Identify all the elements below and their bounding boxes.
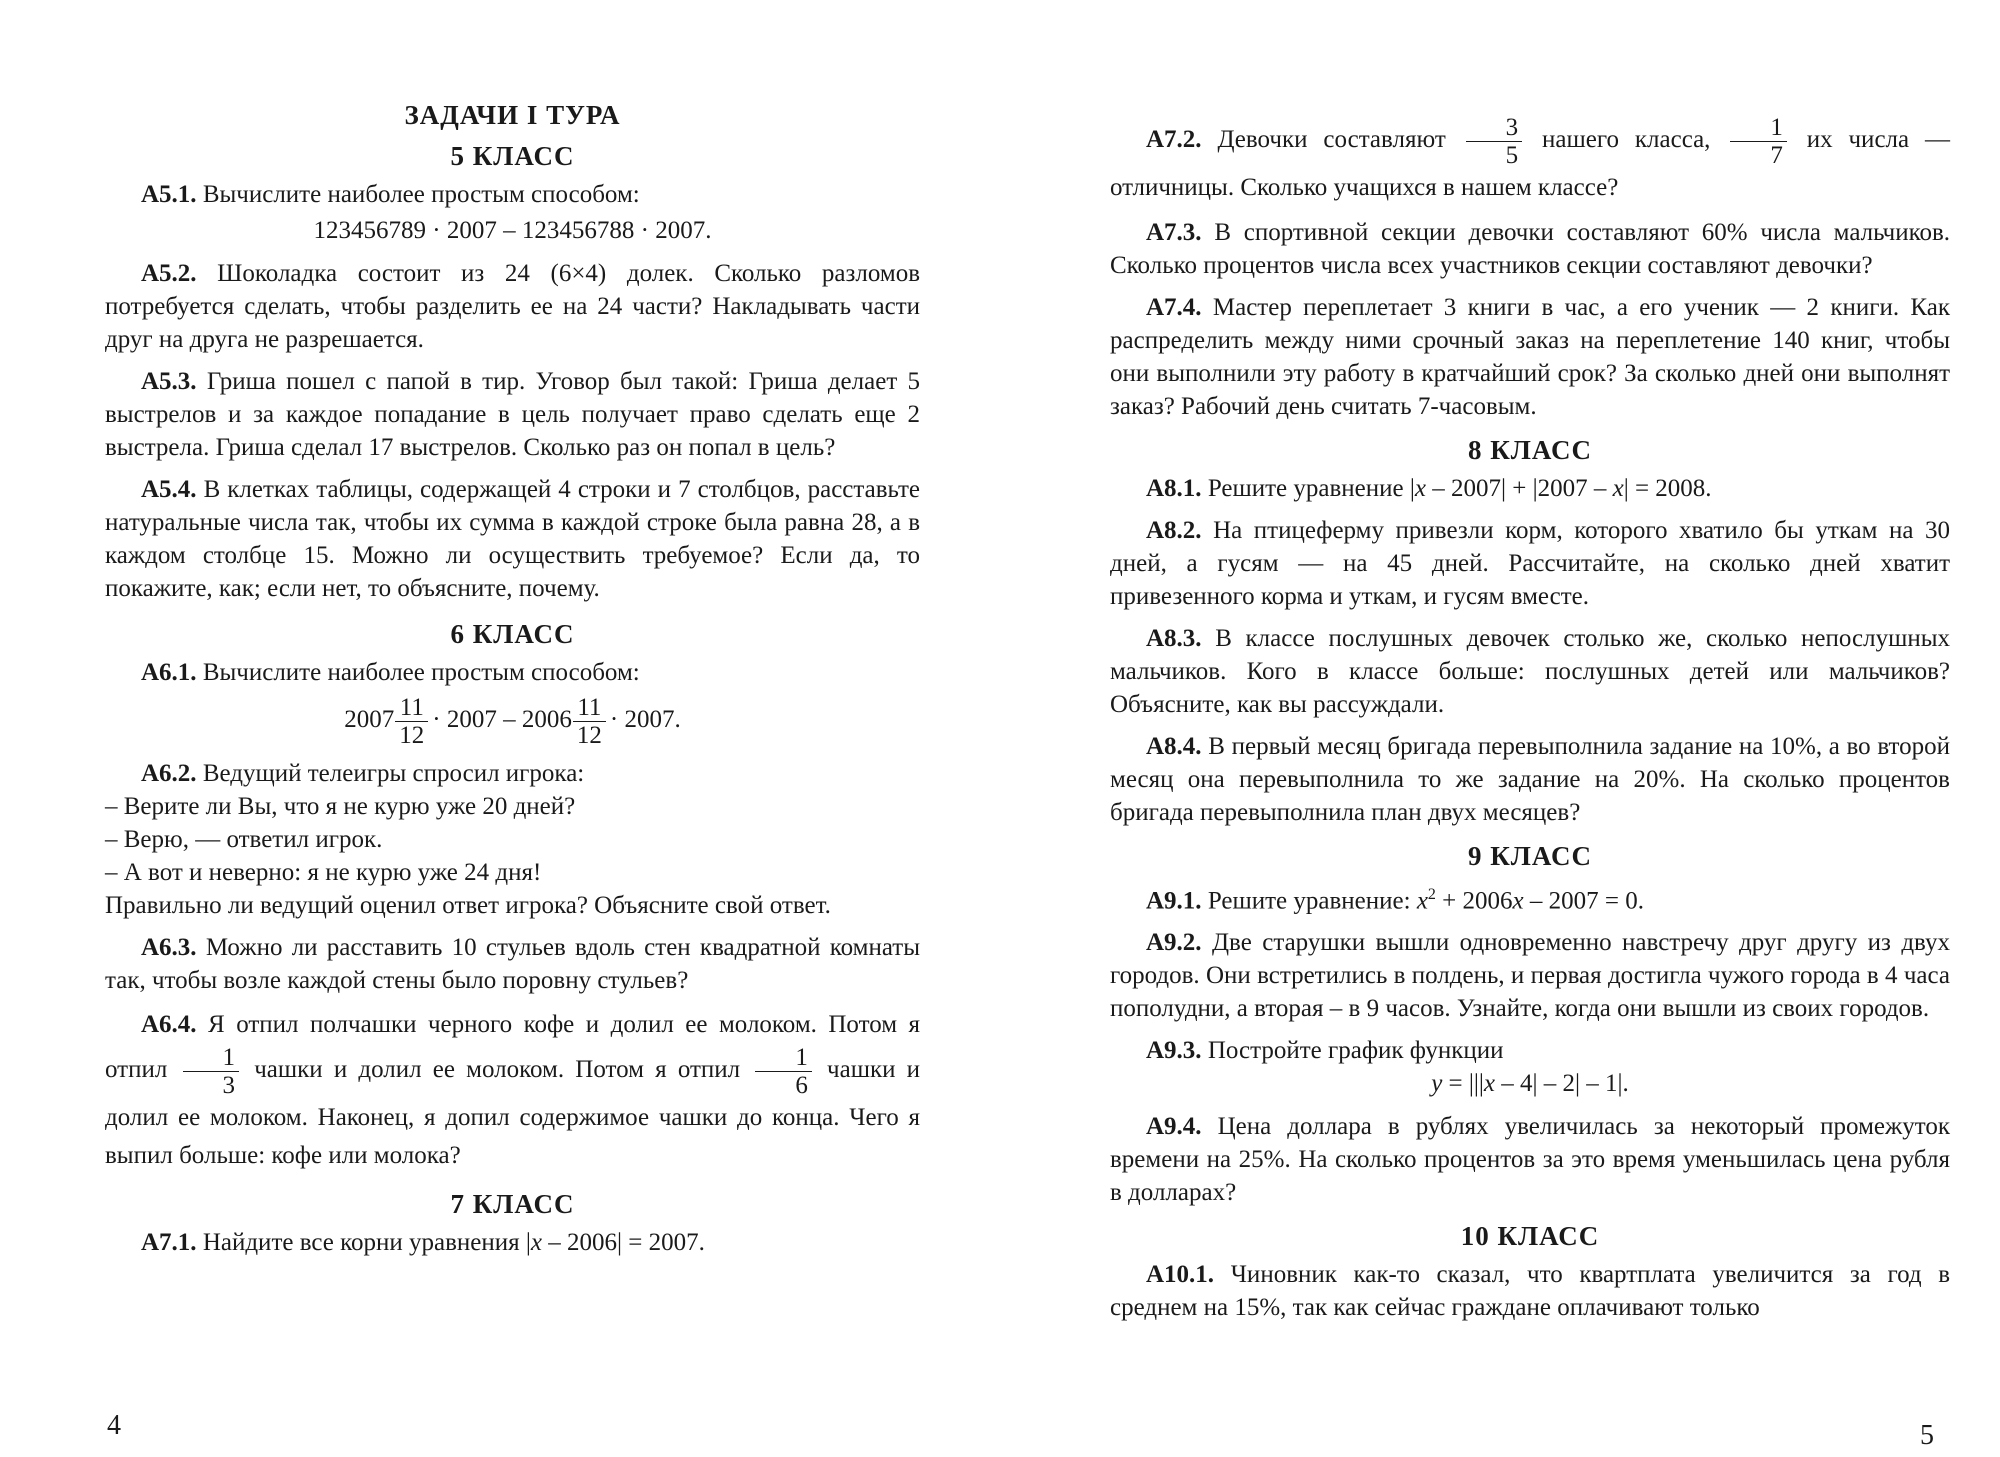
problem-text: – 2007| + |2007 – [1425, 475, 1613, 502]
page-number: 5 [1920, 1420, 1934, 1451]
dialog-line-1: – Верите ли Вы, что я не курю уже 20 дней? [105, 793, 576, 821]
problem-a8-4 [1110, 730, 1950, 829]
numerator: 11 [395, 694, 428, 722]
problem-text: – 2007 = 0. [1523, 887, 1644, 915]
denominator: 12 [399, 722, 425, 750]
problem-text: Решите уравнение | [1207, 475, 1415, 502]
grade-6-heading: 6 КЛАСС [450, 619, 575, 650]
problem-a9-1 [1110, 878, 1950, 917]
problem-text: Чиновник как-то сказал, что квартплата увеличится за год в среднем на 15%, так как сейчас граждане оплачивают только [1110, 1261, 1951, 1322]
page-number: 4 [107, 1410, 121, 1441]
problem-text: Ведущий телеигры спросил игрока: [202, 760, 585, 788]
variable: x [1414, 475, 1426, 502]
problem-number: А8.3. [1146, 625, 1202, 652]
problem-text: Постройте график функции [1207, 1037, 1504, 1065]
problem-number: А7.3. [1146, 219, 1202, 246]
problem-a9-2 [1110, 926, 1950, 1025]
problem-text: В клетках таблицы, содержащей 4 строки и 7 столбцов, расставьте натуральные числа так, чтобы их сумма в каждой строке была равна 28, а в каждом столбце 15. Можно ли осуществить требуемое? Если да, то покажите, как; если нет, то объясните, почему. [105, 476, 920, 603]
problem-number: А6.4. [141, 1011, 197, 1039]
denominator: 5 [1505, 142, 1519, 169]
numerator: 3 [1466, 114, 1523, 142]
right-column [1110, 114, 1951, 1333]
grade-8-heading: 8 КЛАСС [1467, 435, 1593, 465]
numerator: 1 [1730, 114, 1787, 142]
problem-number: А5.1. [141, 181, 197, 209]
denominator: 3 [222, 1072, 236, 1100]
grade-10-heading: 10 КЛАСС [1460, 1221, 1600, 1252]
formula-a6-1 [105, 694, 920, 749]
formula-part: – 4| – 2| – 1|. [1495, 1070, 1629, 1098]
problem-text: их числа — отличницы. Сколько учащихся в нашем классе? [1110, 126, 1950, 201]
problem-number: А9.3. [1146, 1037, 1202, 1065]
problem-text: Найдите все корни уравнения | [202, 1229, 531, 1257]
problem-text: Можно ли расставить 10 стульев вдоль стен квадратной комнаты так, чтобы возле каждой стены было поровну стульев? [105, 934, 921, 995]
variable: x [1512, 887, 1524, 915]
problem-text: нашего класса, [1542, 126, 1711, 154]
problem-a5-3 [105, 365, 920, 464]
problem-number: А6.3. [141, 934, 197, 962]
problem-number: А7.2. [1146, 126, 1202, 154]
formula-part: · 2007. [609, 706, 681, 734]
problem-text: Решите уравнение: [1207, 887, 1417, 915]
problem-number: А5.2. [141, 260, 197, 288]
formula-a9-3 [1110, 1067, 1950, 1100]
section-title: ЗАДАЧИ I ТУРА [404, 100, 621, 130]
problem-text: Вычислите наиболее простым способом: [202, 181, 640, 209]
problem-number: А8.4. [1146, 733, 1202, 760]
exponent: 2 [1427, 886, 1436, 903]
problem-number: А8.2. [1146, 517, 1202, 544]
variable: y [1431, 1070, 1443, 1098]
problem-number: А6.2. [141, 760, 197, 788]
fraction [1730, 114, 1787, 169]
problem-a7-4 [1110, 291, 1950, 423]
problem-a6-1 [105, 656, 920, 689]
problem-a7-2 [1110, 114, 1950, 207]
variable: x [530, 1229, 542, 1257]
problem-a5-4 [105, 473, 920, 605]
problem-text: Девочки составляют [1217, 126, 1446, 154]
problem-text: В классе послушных девочек столько же, сколько непослушных мальчиков. Кого в классе больше: послушных детей или мальчиков? Объясните, как вы рассуждали. [1110, 625, 1950, 718]
fraction [1466, 114, 1523, 169]
grade-7-heading: 7 КЛАСС [450, 1189, 575, 1220]
dialog-line-2: – Верю, — ответил игрок. [105, 826, 383, 854]
left-column [105, 100, 920, 1268]
problem-a5-2 [105, 257, 920, 356]
problem-text: Я отпил полчашки черного кофе и долил ее молоком. Потом я отпил [105, 1011, 921, 1084]
problem-text: чашки и долил ее молоком. Наконец, я допил содержимое чашки до конца. Чего я выпил больше: кофе или молока? [105, 1056, 921, 1170]
fraction [755, 1044, 812, 1099]
problem-text: + 2006 [1435, 887, 1513, 915]
problem-number: А5.3. [141, 368, 197, 396]
right-page [1000, 0, 2000, 1457]
problem-text: – 2006| = 2007. [542, 1229, 705, 1257]
problem-text: В первый месяц бригада перевыполнила задание на 10%, а во второй месяц она перевыполнила то же задание на 20%. На сколько процентов бригада перевыполнила план двух месяцев? [1110, 733, 1951, 826]
fraction [183, 1044, 240, 1099]
problem-number: А7.4. [1146, 294, 1202, 321]
formula-a5-1: 123456789 · 2007 – 123456788 · 2007. [313, 217, 712, 245]
problem-a6-2 [105, 757, 920, 790]
problem-text: В спортивной секции девочки составляют 60% числа мальчиков. Сколько процентов числа всех участников секции составляют девочки? [1110, 219, 1951, 279]
problem-a10-1 [1110, 1258, 1950, 1324]
problem-text: Шоколадка состоит из 24 (6×4) долек. Сколько разломов потребуется сделать, чтобы разделить ее на 24 части? Накладывать части друг на друга не разрешается. [105, 260, 920, 354]
problem-number: А9.1. [1146, 887, 1202, 915]
problem-text: чашки и долил ее молоком. Потом я отпил [254, 1056, 741, 1084]
formula-part: = ||| [1442, 1070, 1484, 1098]
problem-text: Две старушки вышли одновременно навстречу друг другу из двух городов. Они встретились в полдень, и первая достигла чужого города в 4 часа пополудни, а вторая – в 9 часов. Узнайте, когда они вышли из своих городов. [1110, 929, 1950, 1023]
denominator: 7 [1770, 142, 1783, 169]
problem-text: Гриша пошел с папой в тир. Уговор был такой: Гриша делает 5 выстрелов и за каждое попадание в цель получает право сделать еще 2 выстрела. Гриша сделал 17 выстрелов. Сколько раз он попал в цель? [105, 368, 920, 462]
problem-number: А9.4. [1146, 1113, 1202, 1141]
variable: x [1483, 1070, 1496, 1098]
problem-a8-3 [1110, 622, 1950, 721]
problem-a9-4 [1110, 1110, 1950, 1209]
problem-a9-3 [1110, 1034, 1950, 1067]
problem-a6-2-question: Правильно ли ведущий оценил ответ игрока? Объясните свой ответ. [105, 892, 831, 920]
problem-number: А5.4. [141, 476, 197, 504]
variable: x [1612, 475, 1624, 502]
denominator: 6 [795, 1072, 808, 1100]
problem-text: Цена доллара в рублях увеличилась за некоторый промежуток времени на 25%. На сколько процентов за это время уменьшилась цена рубля в долларах? [1110, 1113, 1951, 1207]
problem-text: Мастер переплетает 3 книги в час, а его ученик — 2 книги. Как распределить между ними срочный заказ на переплетение 140 книг, чтобы они выполнили эту работу в кратчайший срок? За сколько дней они выполнят заказ? Рабочий день считать 7-часовым. [1110, 294, 1950, 420]
problem-text: | = 2008. [1623, 475, 1712, 502]
fraction [395, 694, 428, 749]
denominator: 12 [576, 722, 602, 750]
problem-text: Вычислите наиболее простым способом: [202, 659, 640, 687]
problem-number: А8.1. [1146, 475, 1202, 502]
dialog-line-3: – А вот и неверно: я не курю уже 24 дня! [105, 859, 542, 887]
problem-a7-1 [105, 1226, 920, 1259]
numerator: 11 [573, 694, 606, 722]
variable: x [1416, 887, 1428, 915]
problem-a6-3 [105, 931, 920, 997]
formula-part: · 2007 – 2006 [432, 706, 572, 734]
grade-9-heading: 9 КЛАСС [1467, 841, 1593, 871]
problem-number: А7.1. [141, 1229, 197, 1257]
problem-text: На птицеферму привезли корм, которого хватило бы уткам на 30 дней, а гусям — на 45 дней. Рассчитайте, на сколько дней хватит привезенного корма и уткам, и гусям вместе. [1110, 517, 1951, 610]
numerator: 1 [755, 1044, 812, 1072]
problem-a5-1 [105, 178, 920, 211]
problem-a7-3 [1110, 216, 1950, 282]
problem-number: А9.2. [1146, 929, 1202, 957]
grade-5-heading: 5 КЛАСС [450, 141, 575, 172]
problem-a8-1 [1110, 472, 1950, 505]
numerator: 1 [183, 1044, 240, 1072]
problem-a8-2 [1110, 514, 1950, 613]
formula-part: 2007 [344, 706, 395, 734]
fraction [573, 694, 606, 749]
problem-number: А6.1. [141, 659, 197, 687]
problem-number: А10.1. [1146, 1261, 1215, 1289]
problem-a6-4 [105, 1006, 920, 1175]
